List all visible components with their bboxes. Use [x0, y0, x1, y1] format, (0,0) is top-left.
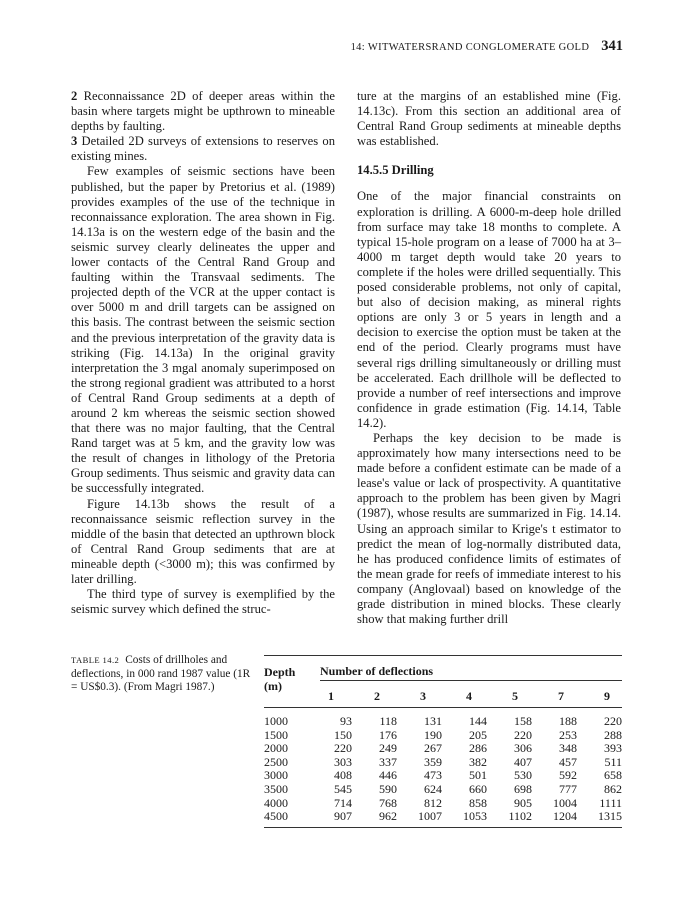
- cost-cell: 337: [379, 754, 398, 769]
- paragraph-drilling: One of the major financial constraints on exploration is drilling. A 6000-m-deep hole drilled from surface may take 18 months to complete. A typical 15-hole program on a lease of 7000 ha at 3–4000 m target depth would take 20 years to complete if the holes were drilled sequentially. This posed considerable problems, not only of capital, but also of decision making, as mineral rights options are only 3 or 5 years in length and a decision to exercise the option must be taken at the end of the period. Clearly programs must have several rigs drilling simultaneously or drilling must be accelerated. Each drillhole will be deflected to provide a number of reef intersections and improve confidence in grade estimation (Fig. 14.14, Table 14.2).: [357, 189, 621, 430]
- running-header: [351, 38, 623, 55]
- cost-cell: 777: [559, 781, 578, 796]
- cost-cell: 698: [514, 781, 533, 796]
- depth-cell: 2500: [264, 754, 288, 769]
- cost-cell: 131: [424, 714, 443, 728]
- table-body: [264, 715, 622, 824]
- list-item-3: [71, 134, 335, 164]
- deflection-count-header: 9: [604, 689, 610, 703]
- cost-cell: 1053: [463, 809, 488, 824]
- table-label: TABLE 14.2: [71, 655, 120, 665]
- table-top-rule: [264, 655, 622, 656]
- cost-cell: 407: [514, 754, 533, 769]
- cost-cell: 267: [424, 741, 443, 756]
- cost-cell: 446: [379, 768, 398, 783]
- cost-cell: 93: [340, 714, 353, 728]
- list-item-2-number: 2: [71, 89, 78, 103]
- left-column: [71, 89, 335, 617]
- list-item-3-text: Detailed 2D surveys of extensions to reserves on existing mines.: [71, 134, 335, 164]
- paragraph-seismic-examples: Few examples of seismic sections have been published, but the paper by Pretorius et al. (1989) provides examples of the use of the technique in reconnaissance exploration. The area shown in Fig. 14.13a is on the western edge of the basin and the seismic survey clearly delineates the upper and lower contacts of the Central Rand Group and faulting within the Transvaal sediments. The projected depth of the VCR at the upper contact is over 5000 m and drill targets can be assigned on this basis. The contrast between the seismic section and the previous interpretation of the gravity data is striking (Fig. 14.13a) In the original gravity interpretation the 3 mgal anomaly superimposed on the strong regional gradient was attributed to a horst of Central Rand Group sediments at a depth of around 2 km whereas the seismic section showed that there was no major faulting, that the Central Rand target was at 5 km, and the gravity low was the result of changes in lithology of the Pretoria Group sediments. Thus seismic and gravity data can be successfully integrated.: [71, 164, 335, 496]
- list-item-3-number: 3: [71, 134, 78, 149]
- cost-cell: 858: [469, 795, 488, 810]
- cost-cell: 1111: [599, 795, 623, 810]
- cost-cell: 812: [424, 795, 443, 810]
- cost-cell: 1204: [553, 809, 578, 824]
- paragraph-key-decision: Perhaps the key decision to be made is approximately how many intersections need to be made before a confident estimate can be made of a lease's value or lack of prospectivity. A quantitative approach to the problem has been given by Magri (1987), whose results are summarized in Fig. 14.14. Using an approach similar to Krige's t estimator to predict the mean of log-normally distributed data, he has produced confidence limits of estimates of the mean grade for reefs of immediate interest to his company (Anglovaal) based on knowledge of the grade distribution in mined blocks. These clearly show that making further drill: [357, 430, 621, 627]
- cost-cell: 382: [469, 754, 488, 769]
- running-title: 14: WITWATERSRAND CONGLOMERATE GOLD: [350, 42, 590, 53]
- cost-cell: 511: [604, 754, 623, 769]
- cost-cell: 473: [424, 768, 443, 783]
- cost-cell: 288: [604, 727, 623, 742]
- table-row: [264, 729, 622, 743]
- cost-cell: 624: [424, 781, 443, 796]
- deflection-count-header: 5: [512, 689, 518, 703]
- cost-cell: 457: [559, 754, 578, 769]
- right-column: [357, 89, 621, 627]
- table-row: [264, 715, 622, 729]
- group-header-rule: [320, 680, 622, 681]
- cost-cell: 714: [334, 795, 353, 810]
- cost-cell: 150: [334, 727, 353, 742]
- cost-cell: 1004: [553, 795, 578, 810]
- cost-cell: 592: [559, 768, 578, 783]
- depth-cell: 1500: [264, 727, 288, 742]
- table-row: [264, 810, 622, 824]
- cost-cell: 158: [514, 714, 533, 728]
- depth-header: Depth (m): [264, 665, 296, 693]
- depth-cell: 3500: [264, 781, 288, 796]
- cost-cell: 393: [604, 741, 623, 756]
- depth-cell: 4000: [264, 795, 288, 810]
- cost-cell: 1007: [418, 809, 443, 824]
- cost-cell: 905: [514, 795, 533, 810]
- table-bottom-rule: [264, 827, 622, 828]
- deflection-count-header: 2: [374, 689, 380, 703]
- cost-cell: 286: [469, 741, 488, 756]
- cost-cell: 220: [604, 714, 623, 728]
- cost-cell: 188: [559, 714, 578, 728]
- section-heading: 14.5.5 Drilling: [357, 163, 434, 178]
- deflection-count-header: 3: [420, 689, 426, 703]
- table-row: [264, 756, 622, 770]
- cost-cell: 118: [379, 714, 398, 728]
- cost-cell: 205: [469, 727, 488, 742]
- cost-cell: 359: [424, 754, 443, 769]
- table-row: [264, 783, 622, 797]
- deflection-count-header: 7: [558, 689, 564, 703]
- paragraph-figure-14-13b: Figure 14.13b shows the result of a reconnaissance seismic reflection survey in the middle of the basin that detected an upthrown block of Central Rand Group sediments that are at mineable depth (<3000 m); this was confirmed by later drilling.: [71, 496, 335, 586]
- cost-cell: 530: [514, 768, 533, 783]
- cost-cell: 962: [379, 809, 398, 824]
- cost-cell: 408: [334, 768, 353, 783]
- cost-cell: 306: [514, 741, 533, 756]
- table-header-rule: [264, 707, 622, 708]
- paragraph-third-survey: The third type of survey is exemplified by the seismic survey which defined the struc-: [71, 587, 335, 617]
- cost-cell: 545: [334, 781, 353, 796]
- cost-cell: 658: [604, 768, 623, 783]
- paragraph-continued: ture at the margins of an established mine (Fig. 14.13c). From this section an additional area of Central Rand Group sediments at mineable depths was established.: [357, 89, 621, 149]
- deflection-count-header: 4: [466, 689, 472, 703]
- list-item-2-text: Reconnaissance 2D of deeper areas within the basin where targets might be upthrown to mineable depths by faulting.: [71, 89, 335, 134]
- cost-cell: 249: [379, 741, 398, 756]
- cost-cell: 862: [604, 781, 623, 796]
- cost-cell: 501: [469, 768, 488, 783]
- depth-cell: 4500: [264, 809, 288, 824]
- table-row: [264, 797, 622, 811]
- cost-cell: 220: [514, 727, 533, 742]
- table-caption-text: Costs of drillholes and deflections, in 000 rand 1987 value (1R = US$0.3). (From Magri 1987.): [71, 654, 251, 694]
- page-number: 341: [601, 38, 623, 54]
- table-row: [264, 742, 622, 756]
- cost-cell: 303: [334, 754, 353, 769]
- cost-cell: 176: [379, 727, 398, 742]
- cost-cell: 907: [334, 809, 353, 824]
- cost-cell: 348: [559, 741, 578, 756]
- cost-cell: 1102: [508, 809, 533, 824]
- cost-cell: 253: [559, 727, 578, 742]
- table-row: [264, 769, 622, 783]
- cost-cell: 144: [469, 714, 488, 728]
- depth-cell: 2000: [264, 741, 288, 756]
- depth-cell: 3000: [264, 768, 288, 783]
- cost-cell: 190: [424, 727, 443, 742]
- cost-cell: 1315: [598, 809, 623, 824]
- deflection-count-header: 1: [328, 689, 334, 703]
- cost-cell: 768: [379, 795, 398, 810]
- cost-cell: 590: [379, 781, 398, 796]
- depth-cell: 1000: [264, 714, 288, 728]
- table-caption: [71, 654, 251, 695]
- cost-cell: 220: [334, 741, 353, 756]
- list-item-2: [71, 89, 335, 134]
- cost-cell: 660: [469, 781, 488, 796]
- deflections-group-header: Number of deflections: [320, 664, 434, 678]
